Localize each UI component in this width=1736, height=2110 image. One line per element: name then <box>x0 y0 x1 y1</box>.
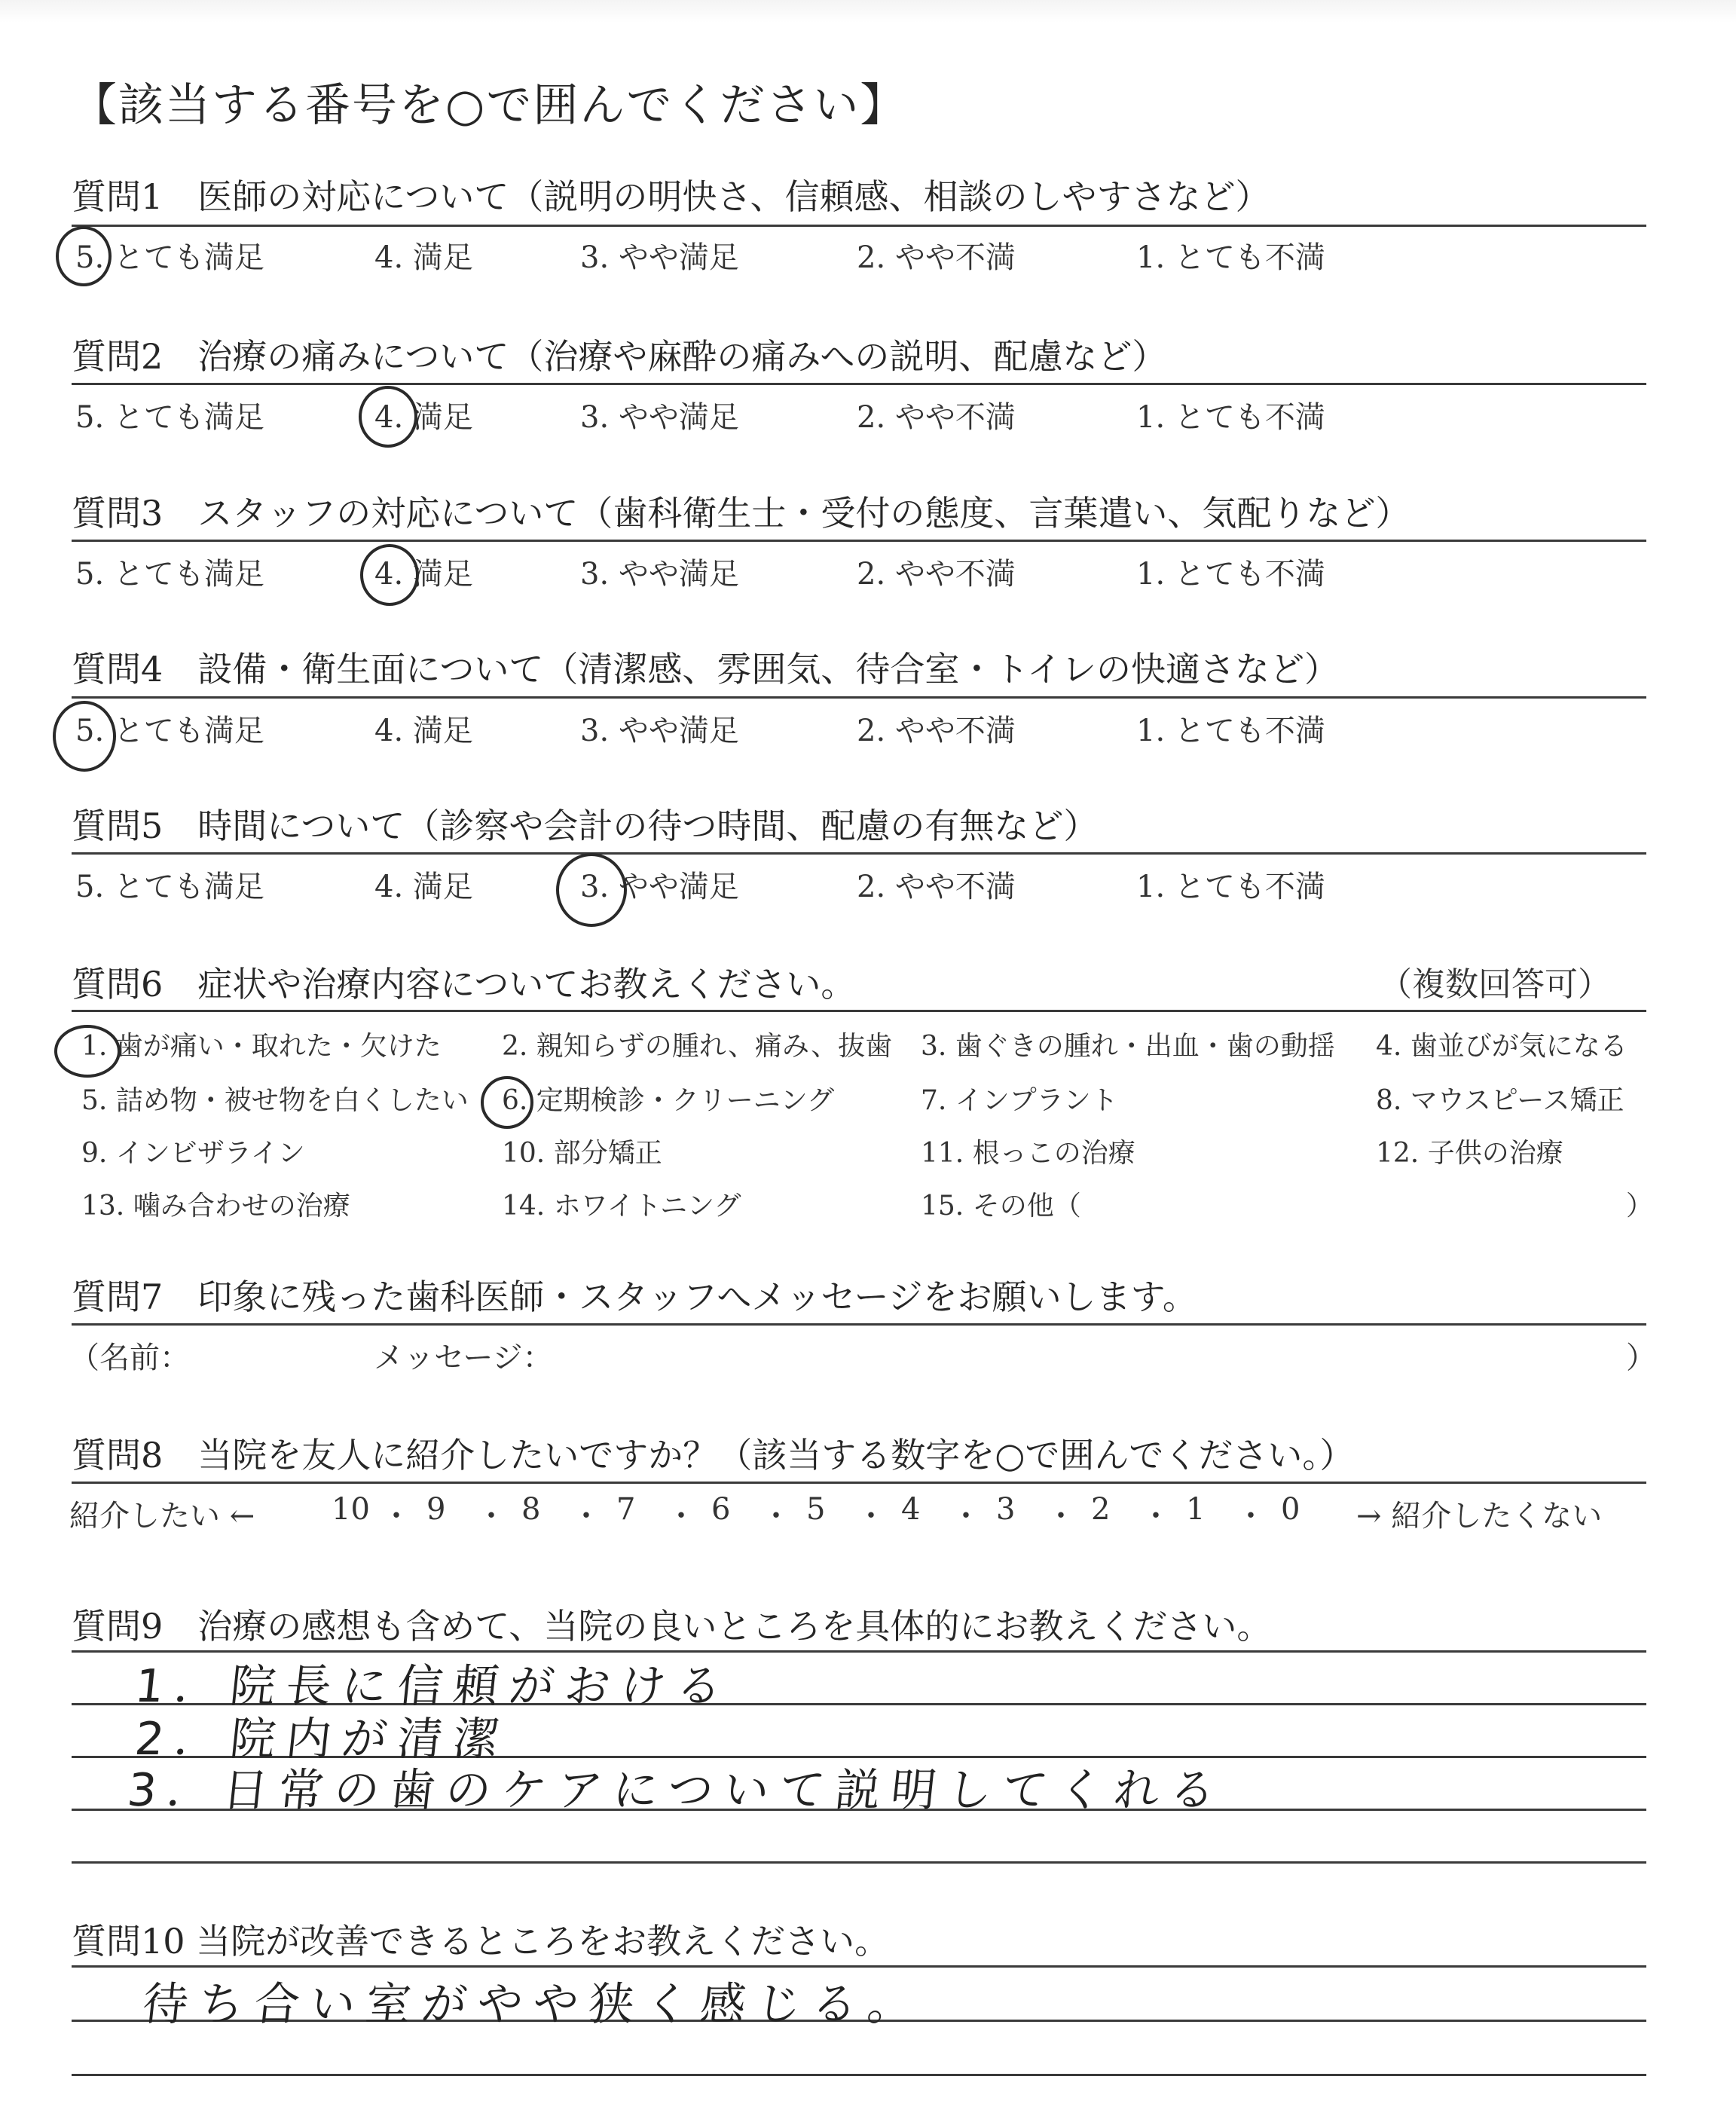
q5-selection-circle <box>556 853 627 927</box>
q7-rule <box>72 1323 1646 1326</box>
q6-option-15[interactable]: 15. その他（ <box>921 1191 1081 1222</box>
q8-number-4[interactable]: 4 <box>901 1492 921 1527</box>
q1-option-5[interactable]: 5. とても満足 <box>75 240 264 275</box>
page-title: 【該当する番号を○で囲んでください】 <box>72 79 907 132</box>
q1-rule <box>72 225 1646 227</box>
q6-option-7[interactable]: 7. インプラント <box>921 1085 1118 1116</box>
q6-option-14[interactable]: 14. ホワイトニング <box>502 1191 741 1222</box>
q1-option-2[interactable]: 2. やや不満 <box>857 240 1016 275</box>
q6-option-6[interactable]: 6. 定期検診・クリーニング <box>502 1085 835 1116</box>
q8-separator: ・ <box>1046 1499 1076 1534</box>
q8-number-3[interactable]: 3 <box>996 1492 1016 1527</box>
q8-separator: ・ <box>666 1499 696 1534</box>
q6-option-13[interactable]: 13. 噛み合わせの治療 <box>81 1191 350 1222</box>
q8-separator: ・ <box>761 1499 791 1534</box>
q7-close-paren: ） <box>1626 1341 1656 1375</box>
q1-title: 質問1 医師の対応について（説明の明快さ、信頼感、相談のしやすさなど） <box>72 176 1270 217</box>
q1-selection-circle <box>56 226 112 286</box>
q1-option-4[interactable]: 4. 満足 <box>374 240 473 275</box>
q2-option-1[interactable]: 1. とても不満 <box>1136 400 1325 435</box>
q2-selection-circle <box>359 386 417 448</box>
q5-option-4[interactable]: 4. 満足 <box>374 870 473 904</box>
q5-rule <box>72 852 1646 855</box>
q8-number-7[interactable]: 7 <box>616 1492 636 1527</box>
q8-number-0[interactable]: 0 <box>1281 1492 1300 1527</box>
q6-option-11[interactable]: 11. 根っこの治療 <box>921 1138 1135 1169</box>
q9-answer-3: 3．日常の歯のケアについて説明してくれる <box>124 1764 1229 1817</box>
q7-message-label: メッセージ： <box>374 1341 553 1375</box>
q4-option-3[interactable]: 3. やや満足 <box>580 714 739 748</box>
q10-answer-1: 待ち合い室がやや狭く感じる。 <box>139 1978 927 2031</box>
q8-separator: ・ <box>1141 1499 1171 1534</box>
q4-rule <box>72 696 1646 699</box>
q3-option-2[interactable]: 2. やや不満 <box>857 557 1016 592</box>
q6-option-4[interactable]: 4. 歯並びが気になる <box>1376 1031 1628 1062</box>
q6-multiple-note: （複数回答可） <box>1379 965 1611 1004</box>
q7-title: 質問7 印象に残った歯科医師・スタッフへメッセージをお願いします。 <box>72 1277 1197 1317</box>
q9-rule-4 <box>72 1861 1646 1864</box>
q6-option-9[interactable]: 9. インビザライン <box>81 1138 305 1169</box>
q5-option-2[interactable]: 2. やや不満 <box>857 870 1016 904</box>
q3-option-3[interactable]: 3. やや満足 <box>580 557 739 592</box>
q1-option-1[interactable]: 1. とても不満 <box>1136 240 1325 275</box>
q3-title: 質問3 スタッフの対応について（歯科衛生士・受付の態度、言葉遣い、気配りなど） <box>72 493 1410 534</box>
q8-separator: ・ <box>571 1499 601 1534</box>
scan-edge <box>0 0 1736 23</box>
q2-option-2[interactable]: 2. やや不満 <box>857 400 1016 435</box>
q10-rule-0 <box>72 1965 1646 1968</box>
q8-number-2[interactable]: 2 <box>1091 1492 1111 1527</box>
q6-selection-circle-1 <box>54 1025 121 1078</box>
q2-title: 質問2 治療の痛みについて（治療や麻酔の痛みへの説明、配慮など） <box>72 336 1167 377</box>
q8-number-8[interactable]: 8 <box>521 1492 541 1527</box>
q3-option-1[interactable]: 1. とても不満 <box>1136 557 1325 592</box>
q6-option-1[interactable]: 1. 歯が痛い・取れた・欠けた <box>81 1031 442 1062</box>
q8-separator: ・ <box>951 1499 981 1534</box>
q5-option-1[interactable]: 1. とても不満 <box>1136 870 1325 904</box>
q5-option-5[interactable]: 5. とても満足 <box>75 870 264 904</box>
q8-number-6[interactable]: 6 <box>711 1492 731 1527</box>
q8-number-9[interactable]: 9 <box>426 1492 446 1527</box>
q6-option-2[interactable]: 2. 親知らずの腫れ、痛み、抜歯 <box>502 1031 893 1062</box>
q6-other-close-paren: ） <box>1626 1191 1654 1222</box>
q8-number-1[interactable]: 1 <box>1186 1492 1206 1527</box>
q5-title: 質問5 時間について（診察や会計の待つ時間、配慮の有無など） <box>72 806 1099 846</box>
q2-rule <box>72 383 1646 385</box>
q9-answer-1: 1．院長に信頼がおける <box>132 1660 735 1713</box>
q9-title: 質問9 治療の感想も含めて、当院の良いところを具体的にお教えください。 <box>72 1606 1272 1647</box>
q4-option-4[interactable]: 4. 満足 <box>374 714 473 748</box>
q4-option-5[interactable]: 5. とても満足 <box>75 714 264 748</box>
q3-selection-circle <box>360 544 419 606</box>
q7-name-label: （名前： <box>69 1341 190 1375</box>
q8-separator: ・ <box>381 1499 411 1534</box>
q10-title: 質問10 当院が改善できるところをお教えください。 <box>72 1921 890 1962</box>
q8-separator: ・ <box>476 1499 506 1534</box>
q6-option-12[interactable]: 12. 子供の治療 <box>1376 1138 1563 1169</box>
q6-rule <box>72 1010 1646 1012</box>
q2-option-5[interactable]: 5. とても満足 <box>75 400 264 435</box>
q3-rule <box>72 540 1646 542</box>
q8-left-label: 紹介したい ← <box>69 1499 255 1534</box>
q5-option-3[interactable]: 3. やや満足 <box>580 870 739 904</box>
q6-option-10[interactable]: 10. 部分矯正 <box>502 1138 662 1169</box>
q1-option-3[interactable]: 3. やや満足 <box>580 240 739 275</box>
q2-option-4[interactable]: 4. 満足 <box>374 400 473 435</box>
q8-number-5[interactable]: 5 <box>806 1492 826 1527</box>
q8-separator: ・ <box>856 1499 886 1534</box>
q6-option-8[interactable]: 8. マウスピース矯正 <box>1376 1085 1624 1116</box>
q6-option-3[interactable]: 3. 歯ぐきの腫れ・出血・歯の動揺 <box>921 1031 1335 1062</box>
q6-selection-circle-6 <box>481 1076 533 1129</box>
q4-selection-circle <box>53 701 116 772</box>
q8-title: 質問8 当院を友人に紹介したいですか？（該当する数字を○で囲んでください。） <box>72 1435 1355 1475</box>
q4-option-1[interactable]: 1. とても不満 <box>1136 714 1325 748</box>
q8-separator: ・ <box>1236 1499 1266 1534</box>
q8-rule <box>72 1482 1646 1484</box>
q3-option-5[interactable]: 5. とても満足 <box>75 557 264 592</box>
q4-option-2[interactable]: 2. やや不満 <box>857 714 1016 748</box>
q3-option-4[interactable]: 4. 満足 <box>374 557 473 592</box>
q8-number-10[interactable]: 10 <box>332 1492 370 1527</box>
q2-option-3[interactable]: 3. やや満足 <box>580 400 739 435</box>
q6-title: 質問6 症状や治療内容についてお教えください。 <box>72 964 856 1005</box>
q4-title: 質問4 設備・衛生面について（清潔感、雰囲気、待合室・トイレの快適さなど） <box>72 649 1340 690</box>
q9-answer-2: 2．院内が清潔 <box>132 1713 512 1766</box>
q10-rule-2 <box>72 2074 1646 2076</box>
q8-right-label: → 紹介したくない <box>1356 1499 1603 1534</box>
q6-option-5[interactable]: 5. 詰め物・被せ物を白くしたい <box>81 1085 469 1116</box>
